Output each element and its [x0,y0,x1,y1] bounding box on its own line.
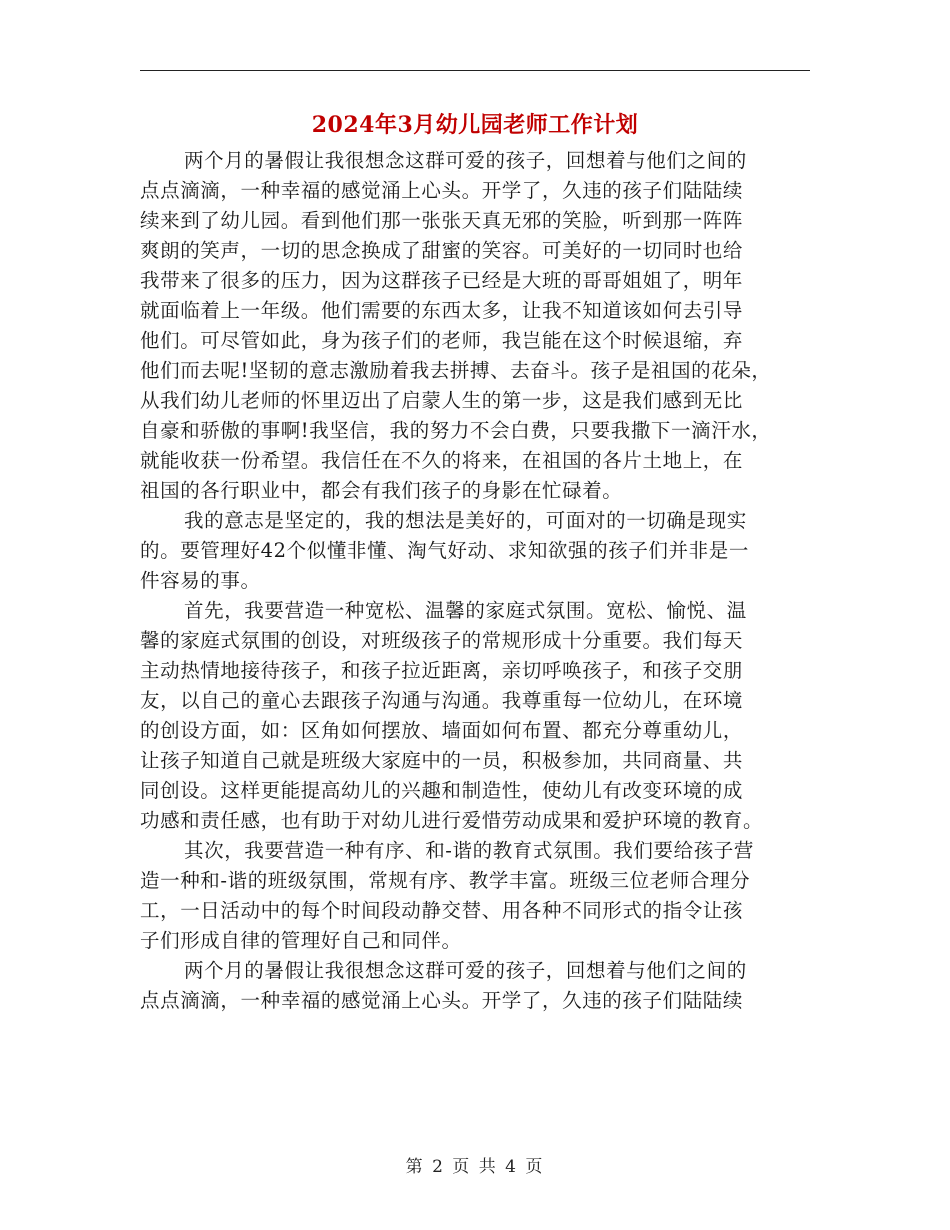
text-line: 主动热情地接待孩子，和孩子拉近距离，亲切呼唤孩子，和孩子交朋 [140,659,744,682]
page-footer: 第 2 页 共 4 页 [405,1157,545,1177]
text-line: 友，以自己的童心去跟孩子沟通与沟通。我尊重每一位幼儿，在环境 [140,689,744,712]
text-line: 两个月的暑假让我很想念这群可爱的孩子，回想着与他们之间的 [184,149,747,172]
text-line: 爽朗的笑声，一切的思念换成了甜蜜的笑容。可美好的一切同时也给 [140,239,744,262]
text-line: 就面临着上一年级。他们需要的东西太多，让我不知道该如何去引导 [140,299,744,322]
text-line: 功感和责任感，也有助于对幼儿进行爱惜劳动成果和爱护环境的教育。 [140,809,764,832]
text-line: 祖国的各行职业中，都会有我们孩子的身影在忙碌着。 [140,479,623,502]
text-line: 自豪和骄傲的事啊!我坚信，我的努力不会白费，只要我撒下一滴汗水， [140,419,772,442]
text-line: 他们而去呢!坚韧的意志激励着我去拼搏、去奋斗。孩子是祖国的花朵， [140,359,772,382]
text-line: 我的意志是坚定的，我的想法是美好的，可面对的一切确是现实 [184,509,747,532]
text-line: 点点滴滴，一种幸福的感觉涌上心头。开学了，久违的孩子们陆陆续 [140,179,744,202]
text-line: 就能收获一份希望。我信任在不久的将来，在祖国的各片土地上，在 [140,449,744,472]
text-line: 子们形成自律的管理好自己和同伴。 [140,929,462,952]
text-line: 首先，我要营造一种宽松、温馨的家庭式氛围。宽松、愉悦、温 [184,599,747,622]
text-line: 点点滴滴，一种幸福的感觉涌上心头。开学了，久违的孩子们陆陆续 [140,989,744,1012]
text-line: 的。要管理好42个似懂非懂、淘气好动、求知欲强的孩子们并非是一 [140,539,749,562]
text-line: 造一种和-谐的班级氛围，常规有序、教学丰富。班级三位老师合理分 [140,869,751,892]
text-line: 两个月的暑假让我很想念这群可爱的孩子，回想着与他们之间的 [184,959,747,982]
document-title: 2024年3月幼儿园老师工作计划 [311,112,639,138]
text-line: 的创设方面，如：区角如何摆放、墙面如何布置、都充分尊重幼儿， [140,719,744,742]
document-body [140,146,800,1016]
text-line: 同创设。这样更能提高幼儿的兴趣和制造性，使幼儿有改变环境的成 [140,779,744,802]
header-rule [140,70,810,71]
text-line: 让孩子知道自己就是班级大家庭中的一员，积极参加，共同商量、共 [140,749,744,772]
text-line: 馨的家庭式氛围的创设，对班级孩子的常规形成十分重要。我们每天 [140,629,744,652]
text-line: 件容易的事。 [140,569,261,592]
text-line: 我带来了很多的压力，因为这群孩子已经是大班的哥哥姐姐了，明年 [140,269,744,292]
text-line: 工，一日活动中的每个时间段动静交替、用各种不同形式的指令让孩 [140,899,744,922]
text-line: 其次，我要营造一种有序、和-谐的教育式氛围。我们要给孩子营 [184,839,754,862]
text-line: 他们。可尽管如此，身为孩子们的老师，我岂能在这个时候退缩，弃 [140,329,744,352]
text-line: 续来到了幼儿园。看到他们那一张张天真无邪的笑脸，听到那一阵阵 [140,209,744,232]
text-line: 从我们幼儿老师的怀里迈出了启蒙人生的第一步，这是我们感到无比 [140,389,744,412]
